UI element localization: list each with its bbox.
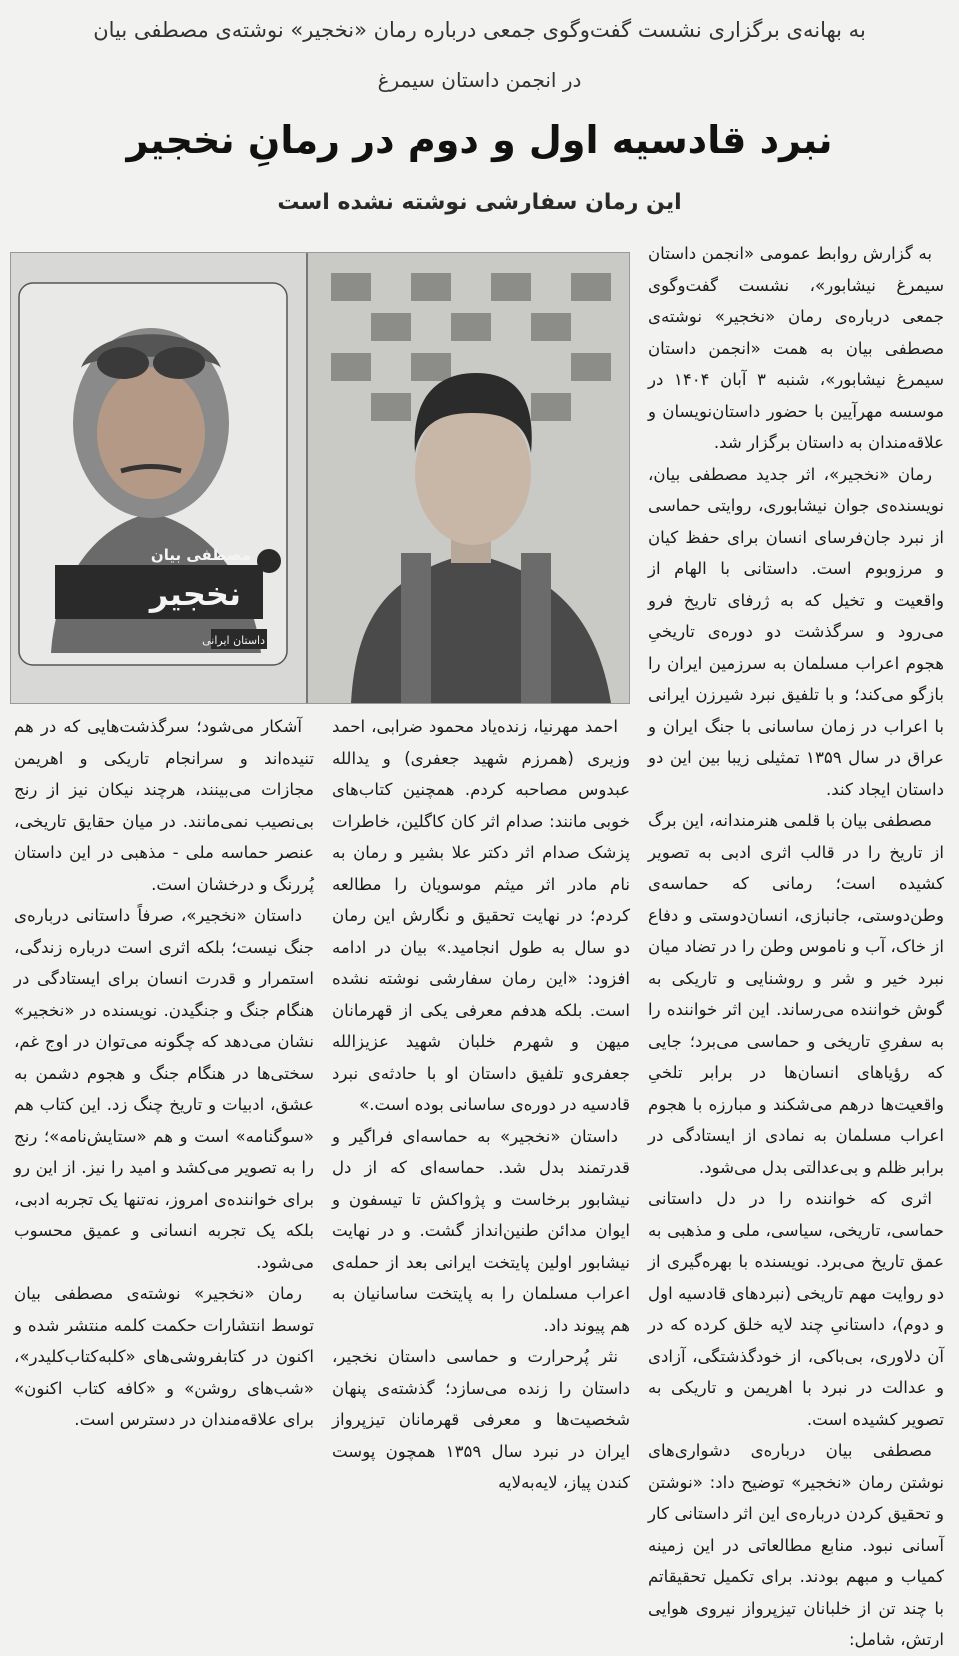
paragraph: آشکار می‌شود؛ سرگذشت‌هایی که در هم تنیده‌اند و سرانجام تاریکی و اهریمن مجازات می‌بینند، هرچند نیکان نیز از رنج بی‌نصیب نمی‌مانند. در میان حقایق تاریخی، عنصر حماسه ملی - مذهبی در این داستان پُررنگ و درخشان است. — [14, 717, 314, 894]
book-author: مصطفی بیان — [150, 546, 251, 564]
article-photo — [10, 252, 630, 704]
photo-illustration — [11, 253, 629, 703]
article-column-left — [14, 711, 314, 1436]
paragraph: احمد مهرنیا، زنده‌یاد محمود ضرابی، احمد وزیری (همرزم شهید جعفری) و یدالله عبدوس مصاحبه کردم. همچنین کتاب‌های خوبی مانند: صدام اثر کان کاگلین، خاطرات پزشک صدام اثر دکتر علا بشیر و رمان به نام مادر اثر میثم موسویان را مطالعه کردم؛ در نهایت تحقیق و نگارش این رمان دو سال به طول انجامید.» بیان در ادامه افزود: «این رمان سفارشی نوشته نشده است. بلکه هدفم معرفی یکی از قهرمانان میهن و شهرم خلبان شهید عزیزالله جعفری‌و تلفیق داستان او با حادثه‌ی نبرد قادسیه در دوره‌ی ساسانی بوده است.» — [332, 717, 630, 1114]
paragraph: مصطفی بیان درباره‌ی دشواری‌های نوشتن رمان «نخجیر» توضیح داد: «نوشتن و تحقیق کردن درباره‌ی این اثر داستانی کار آسانی نبود. منابع مطالعاتی در این زمینه کمیاب و مبهم بودند. برای تکمیل تحقیقاتم با چند تن از خلبانان تیزپرواز نیروی هوایی ارتش، شامل: — [648, 1441, 944, 1649]
paragraph: به گزارش روابط عمومی «انجمن داستان سیمرغ نیشابور»، نشست گفت‌وگوی جمعی درباره‌ی رمان «نخجیر» نوشته‌ی مصطفی بیان به همت «انجمن داستان سیمرغ نیشابور»، شنبه ۳ آبان ۱۴۰۴ در موسسه مهرآیین با حضور داستان‌نویسان و علاقه‌مندان به داستان برگزار شد. — [648, 244, 944, 452]
headline: نبرد قادسیه اول و دوم در رمانِ نخجیر — [126, 118, 833, 162]
paragraph: نثر پُرحرارت و حماسی داستان نخجیر، داستان را زنده می‌سازد؛ گذشته‌ی پنهان شخصیت‌ها و معرفی قهرمانان تیزپرواز ایران در نبرد سال ۱۳۵۹ همچون پوست کندن پیاز، لایه‌به‌لایه — [332, 1347, 630, 1492]
article-column-right — [648, 238, 944, 1656]
article-column-middle — [332, 711, 630, 1499]
supertitle: به بهانه‌ی برگزاری نشست گفت‌وگوی جمعی درباره رمان «نخجیر» نوشته‌ی مصطفی بیان — [93, 18, 866, 42]
paragraph: داستان «نخجیر»، صرفاً داستانی درباره‌ی جنگ نیست؛ بلکه اثری است درباره زندگی، استمرار و قدرت انسان برای ایستادگی در هنگام جنگ و جنگیدن. نویسنده در «نخجیر» نشان می‌دهد که چگونه می‌توان در اوج غم، سختی‌ها در هنگام جنگ و هجوم دشمن به عشق، ادبیات و تاریخ چنگ زد. این کتاب هم «سوگنامه» است و هم «ستایش‌نامه»؛ رنج را به تصویر می‌کشد و امید را نیز. از این رو برای خواننده‌ی امروز، نه‌تنها یک تجربه ادبی، بلکه یک تجربه انسانی و عمیق محسوب می‌شود. — [14, 906, 314, 1272]
paragraph: اثری که خواننده را در دل داستانی حماسی، تاریخی، سیاسی، ملی و مذهبی به عمق تاریخ می‌برد. نویسنده با بهره‌گیری از دو روایت مهم تاریخی (نبردهای قادسیه اول و دوم)، داستانیِ چند لایه خلق کرده که در آن دلاوری، بی‌باکی، از خودگذشتگی، آزادی و عدالت در نبرد با اهریمن و تاریکی به تصویر کشیده است. — [648, 1189, 944, 1429]
book-title: نخجیر — [149, 575, 241, 613]
paragraph: داستان «نخجیر» به حماسه‌ای فراگیر و قدرتمند بدل شد. حماسه‌ای که از دل نیشابور برخاست و پژواکش تا تیسفون و ایوان مدائن طنین‌انداز گشت. و در نهایت نیشابور اولین پایتخت ایرانی بعد از حمله‌ی اعراب مسلمان را به پایتخت ساسانیان به هم پیوند داد. — [332, 1126, 630, 1335]
supertitle-line2: در انجمن داستان سیمرغ — [377, 68, 582, 92]
paragraph: رمان «نخجیر»، اثر جدید مصطفی بیان، نویسنده‌ی جوان نیشابوری، روایتی حماسی از نبرد جان‌فرسای انسان برای حفظ کیان و مرزوبوم است. داستانی با الهام از واقعیت و تخیل که به ژرفای تاریخ فرو می‌رود و سرگذشت دو دوره‌ی تاریخیِ هجوم اعراب مسلمان به سرزمین ایران را بازگو می‌کند؛ و با تلفیق نبرد شیرزن ایرانی با اعراب در زمان ساسانی با جنگ ایران و عراق در سال ۱۳۵۹ تمثیلی زیبا بین این دو داستان ایجاد کند. — [648, 464, 944, 799]
subheadline: این رمان سفارشی نوشته نشده است — [277, 190, 682, 215]
paragraph: مصطفی بیان با قلمی هنرمندانه، این برگ از تاریخ را در قالب اثری ادبی به تصویر کشیده است؛ رمانی که حماسه‌ی وطن‌دوستی، جانبازی، انسان‌دوستی و دفاع از خاک، آب و ناموس وطن را در تضاد میان نبرد خیر و شر و روشنایی و تاریکی به گوش خواننده می‌رساند. این اثر خواننده را به سفریِ تاریخی و حماسی می‌برد؛ جایی که رؤیاهای انسان‌ها در برابر تلخیِ واقعیت‌ها درهم می‌شکند و مبارزه با هجوم اعراب مسلمان به نمادی از ایستادگی در برابر ظلم و بی‌عدالتی بدل می‌شود. — [648, 811, 944, 1177]
paragraph: رمان «نخجیر» نوشته‌ی مصطفی بیان توسط انتشارات حکمت کلمه منتشر شده و اکنون در کتابفروشی‌های «کلبه‌کتاب‌کلیدر»، «شب‌های روشن» و «کافه کتاب اکنون» برای علاقه‌مندان در دسترس است. — [14, 1284, 314, 1429]
book-series: داستان ایرانی — [202, 634, 265, 647]
